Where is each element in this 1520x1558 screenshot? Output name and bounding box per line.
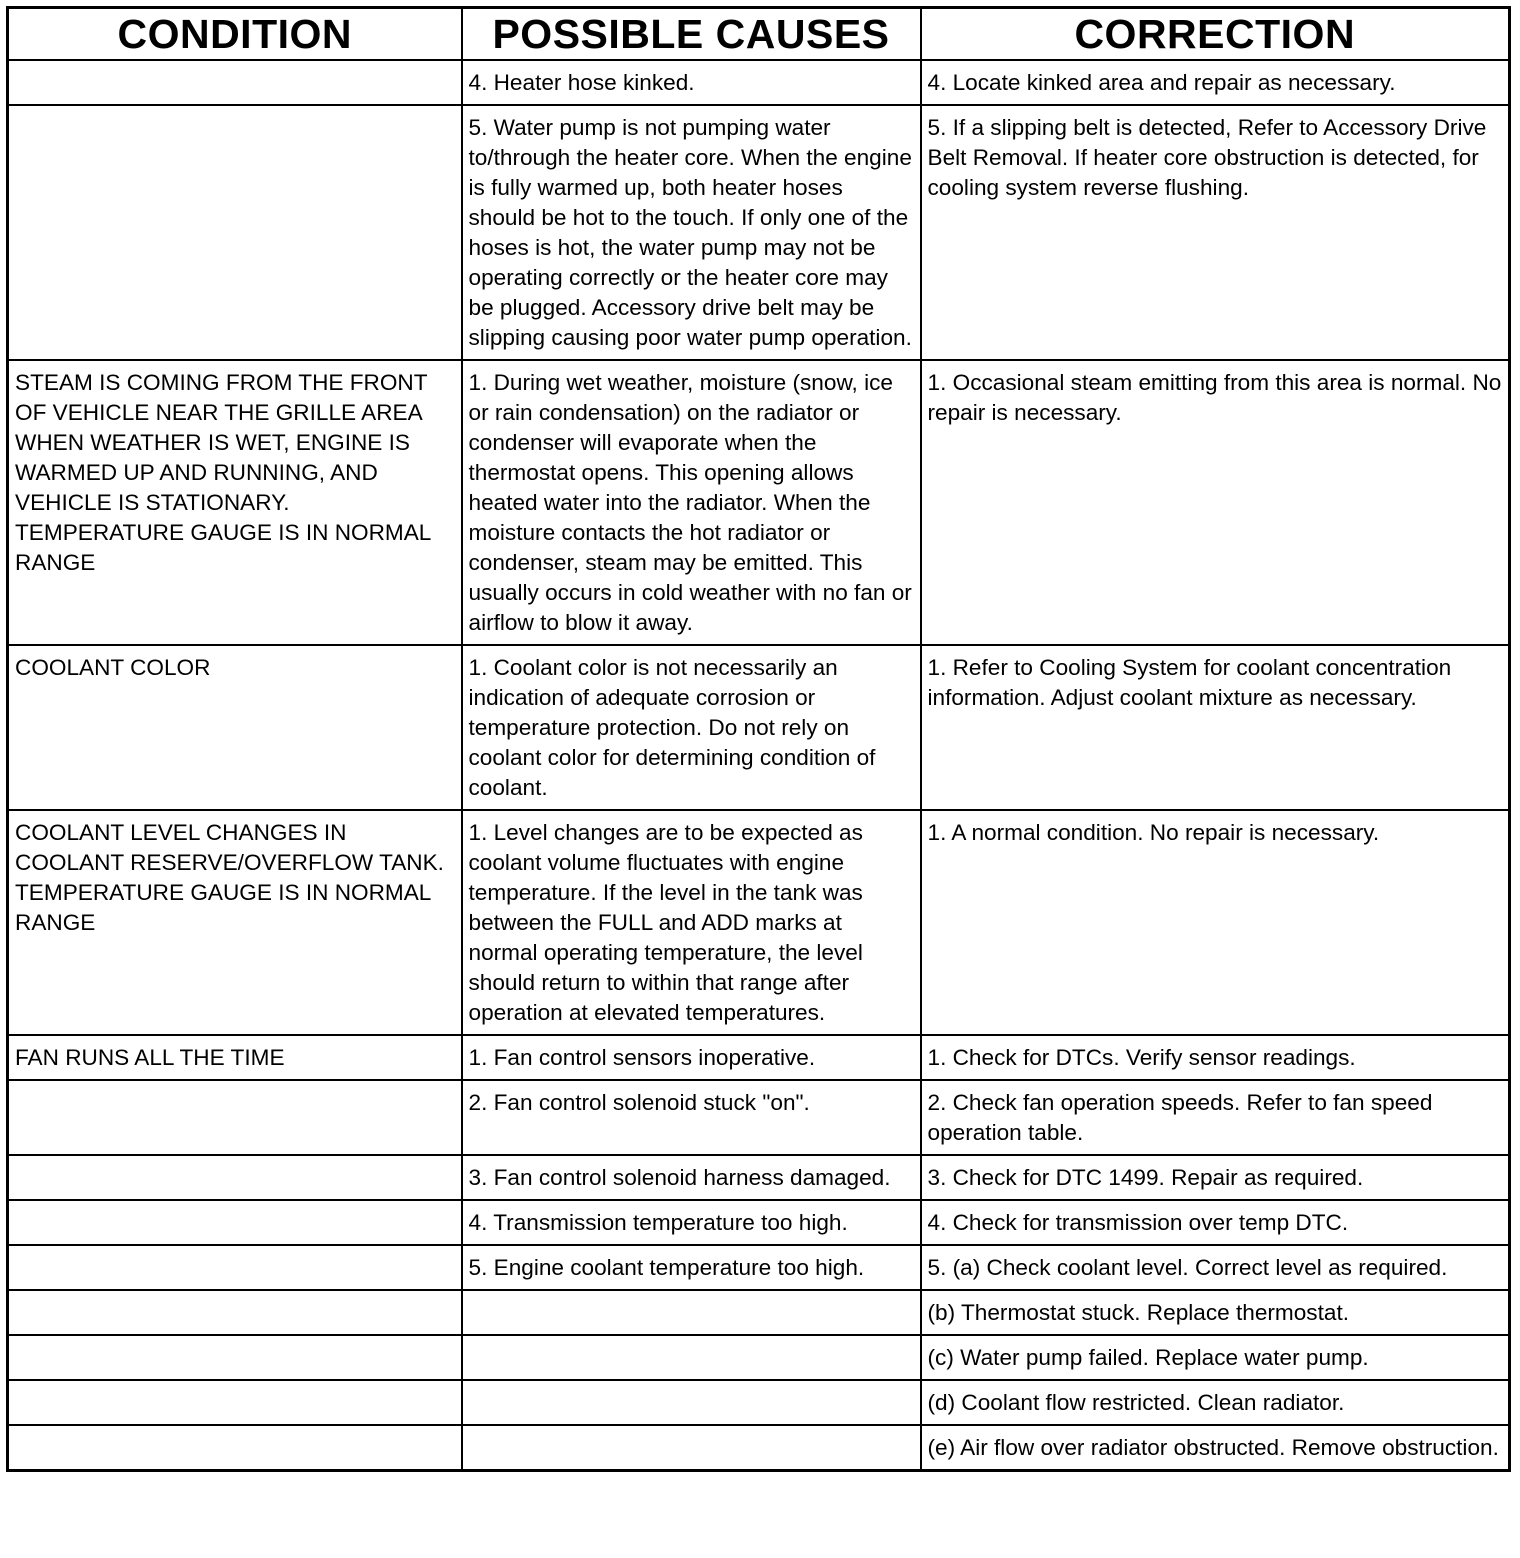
possible-cause-cell: 3. Fan control solenoid harness damaged. [462,1155,921,1200]
table-row [8,1245,1510,1290]
diagnosis-table-page [6,6,1508,1553]
table-row [8,1080,1510,1155]
condition-cell [8,60,462,105]
condition-cell [8,1380,462,1425]
possible-cause-cell: 4. Heater hose kinked. [462,60,921,105]
table-row [8,810,1510,1035]
condition-cell: STEAM IS COMING FROM THE FRONT OF VEHICLE NEAR THE GRILLE AREA WHEN WEATHER IS WET, ENGINE IS WARMED UP AND RUNNING, AND VEHICLE IS STATIONARY. TEMPERATURE GAUGE IS IN NORMAL RANGE [8,360,462,645]
correction-cell: 1. Refer to Cooling System for coolant concentration information. Adjust coolant mixture as necessary. [921,645,1510,810]
table-row [8,1380,1510,1425]
possible-cause-cell: 1. Level changes are to be expected as coolant volume fluctuates with engine temperature. If the level in the tank was between the FULL and ADD marks at normal operating temperature, the level should return to within that range after operation at elevated temperatures. [462,810,921,1035]
table-row [8,1335,1510,1380]
table-row [8,645,1510,810]
possible-cause-cell [462,1290,921,1335]
condition-cell [8,105,462,360]
condition-header: CONDITION [8,8,462,61]
possible-cause-cell: 1. During wet weather, moisture (snow, ice or rain condensation) on the radiator or condenser will evaporate when the thermostat opens. This opening allows heated water into the radiator. When the moisture contacts the hot radiator or condenser, steam may be emitted. This usually occurs in cold weather with no fan or airflow to blow it away. [462,360,921,645]
condition-cell [8,1080,462,1155]
possible-cause-cell: 2. Fan control solenoid stuck "on". [462,1080,921,1155]
correction-cell: 5. If a slipping belt is detected, Refer to Accessory Drive Belt Removal. If heater core obstruction is detected, for cooling system reverse flushing. [921,105,1510,360]
table-row [8,1290,1510,1335]
correction-cell: (d) Coolant flow restricted. Clean radiator. [921,1380,1510,1425]
correction-cell: 3. Check for DTC 1499. Repair as required. [921,1155,1510,1200]
condition-cell [8,1425,462,1471]
possible-causes-header: POSSIBLE CAUSES [462,8,921,61]
condition-cell [8,1200,462,1245]
possible-cause-cell [462,1425,921,1471]
possible-cause-cell: 1. Fan control sensors inoperative. [462,1035,921,1080]
correction-header: CORRECTION [921,8,1510,61]
correction-cell: 4. Locate kinked area and repair as necessary. [921,60,1510,105]
condition-cell [8,1335,462,1380]
table-row [8,1200,1510,1245]
header-row [8,8,1510,61]
correction-cell: 5. (a) Check coolant level. Correct level as required. [921,1245,1510,1290]
diagnosis-table [6,6,1511,1472]
correction-cell: (e) Air flow over radiator obstructed. Remove obstruction. [921,1425,1510,1471]
condition-cell: COOLANT COLOR [8,645,462,810]
condition-cell [8,1290,462,1335]
correction-cell: 2. Check fan operation speeds. Refer to fan speed operation table. [921,1080,1510,1155]
table-row [8,1425,1510,1471]
correction-cell: 1. Check for DTCs. Verify sensor readings. [921,1035,1510,1080]
possible-cause-cell: 1. Coolant color is not necessarily an indication of adequate corrosion or temperature protection. Do not rely on coolant color for determining condition of coolant. [462,645,921,810]
condition-cell [8,1155,462,1200]
condition-cell: COOLANT LEVEL CHANGES IN COOLANT RESERVE/OVERFLOW TANK. TEMPERATURE GAUGE IS IN NORMAL RANGE [8,810,462,1035]
possible-cause-cell: 5. Water pump is not pumping water to/through the heater core. When the engine is fully warmed up, both heater hoses should be hot to the touch. If only one of the hoses is hot, the water pump may not be operating correctly or the heater core may be plugged. Accessory drive belt may be slipping causing poor water pump operation. [462,105,921,360]
possible-cause-cell: 4. Transmission temperature too high. [462,1200,921,1245]
possible-cause-cell [462,1380,921,1425]
possible-cause-cell [462,1335,921,1380]
correction-cell: (c) Water pump failed. Replace water pump. [921,1335,1510,1380]
correction-cell: 1. Occasional steam emitting from this area is normal. No repair is necessary. [921,360,1510,645]
table-row [8,1155,1510,1200]
correction-cell: (b) Thermostat stuck. Replace thermostat. [921,1290,1510,1335]
table-row [8,360,1510,645]
condition-cell: FAN RUNS ALL THE TIME [8,1035,462,1080]
possible-cause-cell: 5. Engine coolant temperature too high. [462,1245,921,1290]
condition-cell [8,1245,462,1290]
correction-cell: 1. A normal condition. No repair is necessary. [921,810,1510,1035]
table-row [8,105,1510,360]
table-row [8,1035,1510,1080]
correction-cell: 4. Check for transmission over temp DTC. [921,1200,1510,1245]
table-row [8,60,1510,105]
